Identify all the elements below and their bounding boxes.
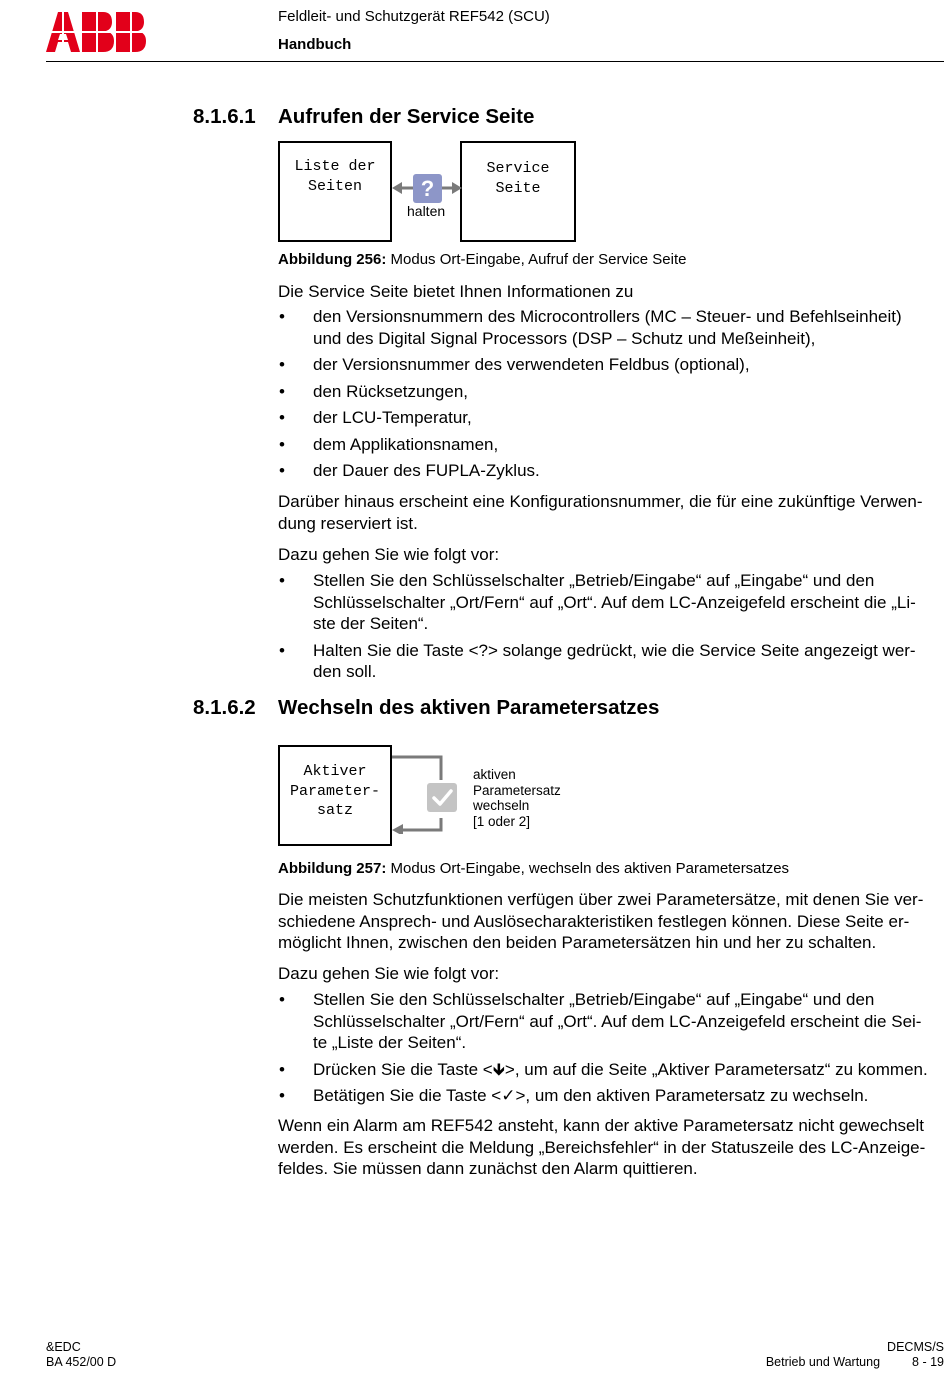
text-line: dung reserviert ist.	[278, 513, 418, 533]
lcd-page-box-list	[278, 141, 392, 242]
list-item: • dem Applikationsnamen,	[279, 434, 499, 454]
text-line: Darüber hinaus erscheint eine Konfigurationsnummer, die für eine zukünftige Verwen-	[278, 492, 923, 511]
section-title: Aufrufen der Service Seite	[278, 105, 535, 128]
paragraph	[278, 491, 946, 534]
box-line: Seiten	[307, 177, 362, 195]
list-item: • Betätigen Sie die Taste <✓>, um den aktiven Parametersatz zu wechseln.	[279, 1086, 869, 1105]
box-line: Seite	[495, 179, 541, 197]
label-line: wechseln	[473, 798, 530, 813]
text-line: schiedene Ansprech- und Auslösecharakteristiken festlegen können. Diese Seite er-	[278, 911, 910, 931]
caption-label: Abbildung 257:	[278, 860, 387, 877]
figure-caption	[278, 251, 687, 268]
text-line: möglicht Ihnen, zwischen den beiden Parametersätzen hin und her zu schalten.	[278, 933, 877, 952]
label-line: [1 oder 2]	[473, 813, 531, 829]
box-line: satz	[316, 802, 353, 819]
text-line: Die meisten Schutzfunktionen verfügen über zwei Parametersätze, mit denen Sie ver-	[278, 890, 924, 909]
box-line: Service	[486, 160, 550, 177]
footer-chapter: Betrieb und Wartung	[765, 1355, 881, 1369]
list-item: • Stellen Sie den Schlüsselschalter „Betrieb/Eingabe“ auf „Eingabe“ und den Schlüsselschalter „Ort/Fern“ auf „Ort“. Auf dem LC-Anzeigefeld erscheint die Sei- te „Liste der Seiten“.	[279, 990, 922, 1052]
label-line: aktiven	[473, 767, 516, 782]
box-line: Aktiver	[303, 763, 367, 780]
list-item: • Stellen Sie den Schlüsselschalter „Betrieb/Eingabe“ auf „Eingabe“ und den Schlüsselschalter „Ort/Fern“ auf „Ort“. Auf dem LC-Anzeigefeld erscheint die „Li- ste der Seiten“.	[279, 571, 916, 633]
text-line: feldes. Sie müssen dann zunächst den Alarm quittieren.	[278, 1159, 698, 1178]
steps-list	[278, 989, 946, 1112]
caption-text: Modus Ort-Eingabe, wechseln des aktiven Parametersatzes	[386, 860, 790, 877]
footer-left	[46, 1340, 116, 1370]
page-number: 8 - 19	[912, 1355, 944, 1369]
paragraph: Dazu gehen Sie wie folgt vor:	[278, 964, 500, 983]
document-subtitle: Handbuch	[278, 36, 352, 53]
footer-line: BA 452/00 D	[46, 1355, 117, 1369]
section-number: 8.1.6.2	[193, 696, 256, 719]
paragraph	[278, 1115, 946, 1180]
lcd-page-box-service	[460, 141, 576, 242]
check-key-icon	[427, 783, 457, 812]
text-line: Wenn ein Alarm am REF542 ansteht, kann der aktive Parametersatz nicht gewechselt	[278, 1116, 925, 1135]
paragraph: Dazu gehen Sie wie folgt vor:	[278, 545, 500, 564]
list-item: • den Rücksetzungen,	[279, 381, 468, 401]
label-line: Parametersatz	[473, 782, 561, 798]
list-item: • der Versionsnummer des verwendeten Feldbus (optional),	[279, 355, 750, 374]
footer-right	[766, 1340, 944, 1370]
header-divider	[46, 61, 944, 62]
steps-list	[278, 570, 946, 688]
list-item: • Drücken Sie die Taste <🡻>, um auf die Seite „Aktiver Parametersatz“ zu kommen.	[279, 1059, 928, 1079]
document-title: Feldleit- und Schutzgerät REF542 (SCU)	[278, 8, 550, 25]
paragraph: Die Service Seite bietet Ihnen Informationen zu	[278, 282, 634, 301]
list-item: • Halten Sie die Taste <?> solange gedrückt, wie die Service Seite angezeigt wer- den soll.	[279, 640, 916, 681]
list-item: • der LCU-Temperatur,	[279, 408, 472, 427]
section-number: 8.1.6.1	[193, 105, 256, 128]
question-key-icon: ?	[413, 174, 442, 203]
section-title: Wechseln des aktiven Parametersatzes	[278, 696, 660, 719]
key-label	[473, 767, 561, 829]
list-item: • den Versionsnummern des Microcontrollers (MC – Steuer- und Befehlseinheit) und des Digital Signal Processors (DSP – Schutz und Meßeinheit),	[279, 307, 902, 348]
caption-label: Abbildung 256:	[278, 251, 387, 268]
footer-line: &EDC	[46, 1340, 81, 1354]
abb-logo	[46, 12, 146, 52]
key-label: halten	[407, 203, 446, 219]
footer-line: DECMS/S	[887, 1340, 944, 1354]
box-line: Liste der	[294, 158, 376, 175]
caption-text: Modus Ort-Eingabe, Aufruf der Service Seite	[386, 251, 687, 268]
text-line: werden. Es erscheint die Meldung „Bereichsfehler“ in der Statuszeile des LC-Anzeige-	[278, 1137, 926, 1157]
lcd-page-box-parameterset	[278, 745, 392, 846]
info-list	[278, 306, 946, 487]
list-item: • der Dauer des FUPLA-Zyklus.	[279, 461, 540, 480]
figure-caption	[278, 860, 789, 877]
paragraph	[278, 889, 946, 954]
box-line: Parameter-	[289, 782, 380, 800]
